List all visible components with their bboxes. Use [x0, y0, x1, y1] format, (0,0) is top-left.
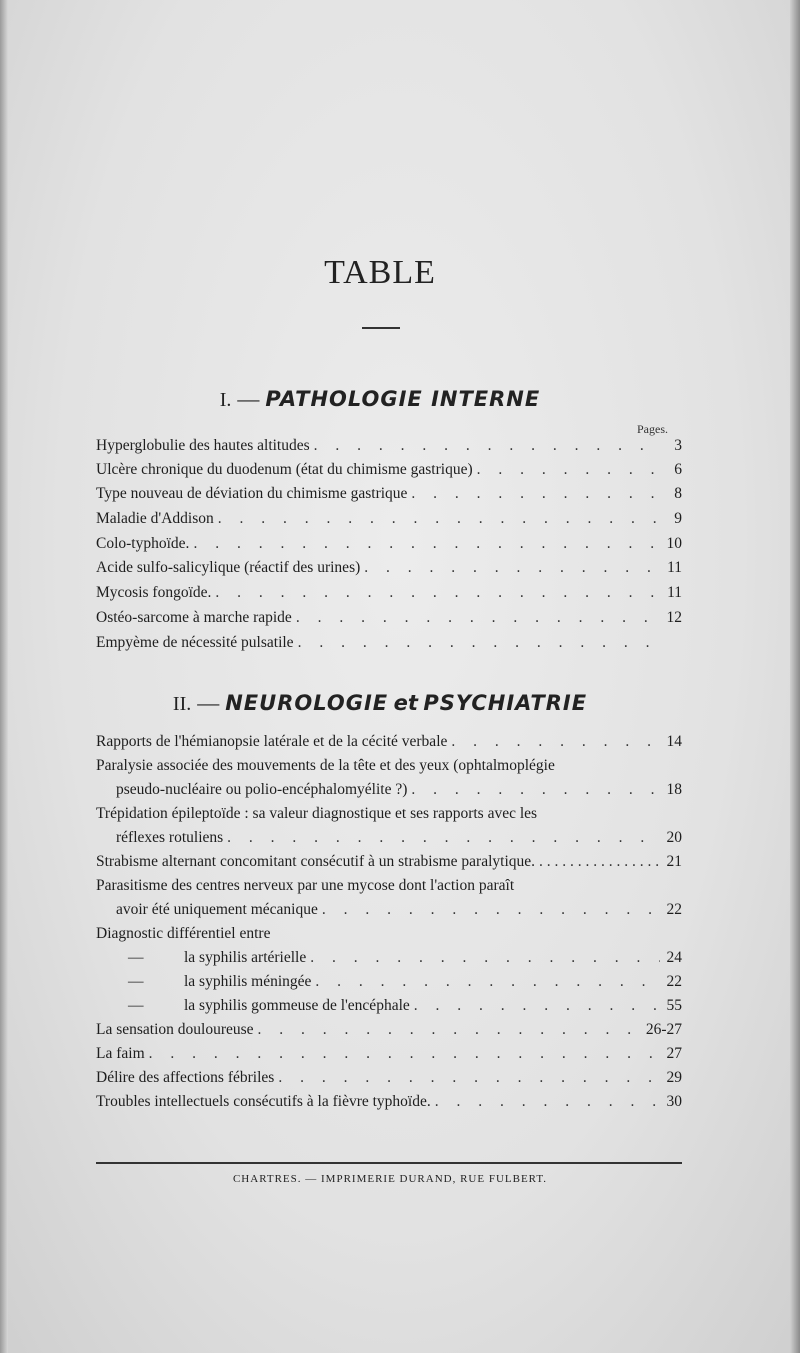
entry-page: 11 [667, 584, 682, 601]
entry-title: Rapports de l'hémianopsie latérale et de la cécité verbale [96, 733, 448, 750]
dot-leader [296, 608, 660, 628]
section-dash: — [197, 690, 220, 715]
entry-title: la syphilis artérielle [184, 949, 307, 966]
toc-entry[interactable] [96, 732, 682, 752]
entry-page: 27 [666, 1045, 682, 1062]
toc-entry[interactable] [96, 460, 682, 480]
toc-entry[interactable] [96, 633, 682, 653]
toc-entry[interactable] [96, 534, 682, 554]
toc-entry[interactable] [96, 1044, 682, 1064]
entry-page: 14 [666, 733, 682, 750]
toc-entry-line[interactable]: Trépidation épileptoïde : sa valeur diagnostique et ses rapports avec les [96, 805, 538, 822]
page-edge-left [0, 0, 8, 1353]
entry-title: Mycosis fongoïde. [96, 584, 212, 601]
footer-divider [96, 1162, 682, 1164]
entry-page: 18 [666, 781, 682, 798]
entry-title: Acide sulfo-salicylique (réactif des urines) [96, 559, 361, 576]
entry-page: 20 [666, 829, 682, 846]
toc-entry[interactable] [96, 484, 682, 504]
entry-page: 29 [666, 1069, 682, 1086]
dot-leader-empty [539, 852, 660, 872]
entry-page: 9 [674, 510, 682, 527]
dot-leader [435, 1092, 660, 1112]
dot-leader [227, 828, 660, 848]
entry-title: Empyème de nécessité pulsatile [96, 634, 294, 651]
entry-page: 24 [666, 949, 682, 966]
toc-entry[interactable] [116, 900, 682, 920]
section-numeral: I. [219, 389, 232, 411]
toc-entry-line[interactable]: Diagnostic différentiel entre [96, 925, 271, 942]
dot-leader [322, 900, 660, 920]
entry-page: 30 [666, 1093, 682, 1110]
entry-title: réflexes rotuliens [116, 829, 224, 846]
section-title-part-a: NEUROLOGIE [225, 691, 389, 715]
toc-entry[interactable] [116, 828, 682, 848]
subentry-dash: — [128, 973, 144, 990]
entry-title: Strabisme alternant concomitant consécutif à un strabisme paralytique. [96, 853, 536, 870]
dot-leader [451, 732, 660, 752]
section-heading-neurologie [0, 690, 760, 716]
toc-entry-line[interactable]: Parasitisme des centres nerveux par une mycose dont l'action paraît [96, 877, 515, 894]
entry-title: Ostéo-sarcome à marche rapide [96, 609, 292, 626]
section-title-conjunction: et [393, 691, 418, 715]
entry-title: Troubles intellectuels consécutifs à la fièvre typhoïde. [96, 1093, 431, 1110]
entry-title: la syphilis gommeuse de l'encéphale [184, 997, 410, 1014]
entry-page: 3 [674, 437, 682, 454]
section-numeral: II. [172, 693, 192, 715]
toc-entry[interactable] [96, 509, 682, 529]
toc-entry[interactable] [96, 852, 682, 872]
entry-page: 12 [666, 609, 682, 626]
entry-title: Ulcère chronique du duodenum (état du chimisme gastrique) [96, 461, 473, 478]
dot-leader [314, 436, 660, 456]
toc-entry[interactable] [96, 1068, 682, 1088]
entry-page: 8 [674, 485, 682, 502]
toc-entry[interactable] [96, 608, 682, 628]
entry-title: Maladie d'Addison [96, 510, 214, 527]
toc-entry[interactable] [96, 558, 682, 578]
dot-leader [364, 558, 660, 578]
toc-entry[interactable] [96, 583, 682, 603]
toc-subentry[interactable] [128, 948, 682, 968]
toc-subentry[interactable] [128, 996, 682, 1016]
toc-subentry[interactable] [128, 972, 682, 992]
dot-leader [215, 583, 660, 603]
entry-title: Type nouveau de déviation du chimisme gastrique [96, 485, 408, 502]
entry-title: Colo-typhoïde. [96, 535, 190, 552]
entry-title: Délire des affections fébriles [96, 1069, 275, 1086]
toc-entry[interactable] [96, 1092, 682, 1112]
dot-leader [411, 484, 660, 504]
entry-title: pseudo-nucléaire ou polio-encéphalomyélite ?) [116, 781, 408, 798]
dot-leader [218, 509, 660, 529]
dot-leader [298, 633, 660, 653]
entry-page: 6 [674, 461, 682, 478]
dot-leader [193, 534, 660, 554]
dot-leader [258, 1020, 642, 1040]
page-title: TABLE [324, 254, 436, 291]
pages-column-label: Pages. [637, 422, 668, 436]
dot-leader [310, 948, 660, 968]
entry-title: La sensation douloureuse [96, 1021, 254, 1038]
dot-leader [278, 1068, 660, 1088]
entry-page: 26-27 [645, 1021, 682, 1038]
entry-page: 21 [666, 853, 682, 870]
entry-title: avoir été uniquement mécanique [116, 901, 318, 918]
toc-entry[interactable] [116, 780, 682, 800]
dot-leader [149, 1044, 660, 1064]
entry-title: la syphilis méningée [184, 973, 312, 990]
dot-leader [414, 996, 660, 1016]
section-title: PATHOLOGIE INTERNE [265, 387, 541, 411]
dot-leader [315, 972, 660, 992]
section-title-part-b: PSYCHIATRIE [423, 691, 588, 715]
section-dash: — [237, 386, 260, 411]
toc-entry-line[interactable]: Paralysie associée des mouvements de la tête et des yeux (ophtalmoplégie [96, 757, 555, 774]
entry-page: 55 [666, 997, 682, 1014]
title-divider [362, 327, 400, 329]
entry-page: 22 [666, 973, 682, 990]
subentry-dash: — [128, 949, 144, 966]
dot-leader [477, 460, 660, 480]
entry-title: Hyperglobulie des hautes altitudes [96, 437, 310, 454]
toc-entry[interactable] [96, 436, 682, 456]
entry-title: La faim [96, 1045, 145, 1062]
entry-page: 10 [666, 535, 682, 552]
entry-page: 11 [667, 559, 682, 576]
dot-leader [411, 780, 660, 800]
subentry-dash: — [128, 997, 144, 1014]
printer-imprint: CHARTRES. — IMPRIMERIE DURAND, RUE FULBERT. [232, 1173, 548, 1185]
page-edge-right [790, 0, 800, 1353]
entry-page: 22 [666, 901, 682, 918]
toc-entry[interactable] [96, 1020, 682, 1040]
section-heading-pathologie [0, 386, 760, 412]
